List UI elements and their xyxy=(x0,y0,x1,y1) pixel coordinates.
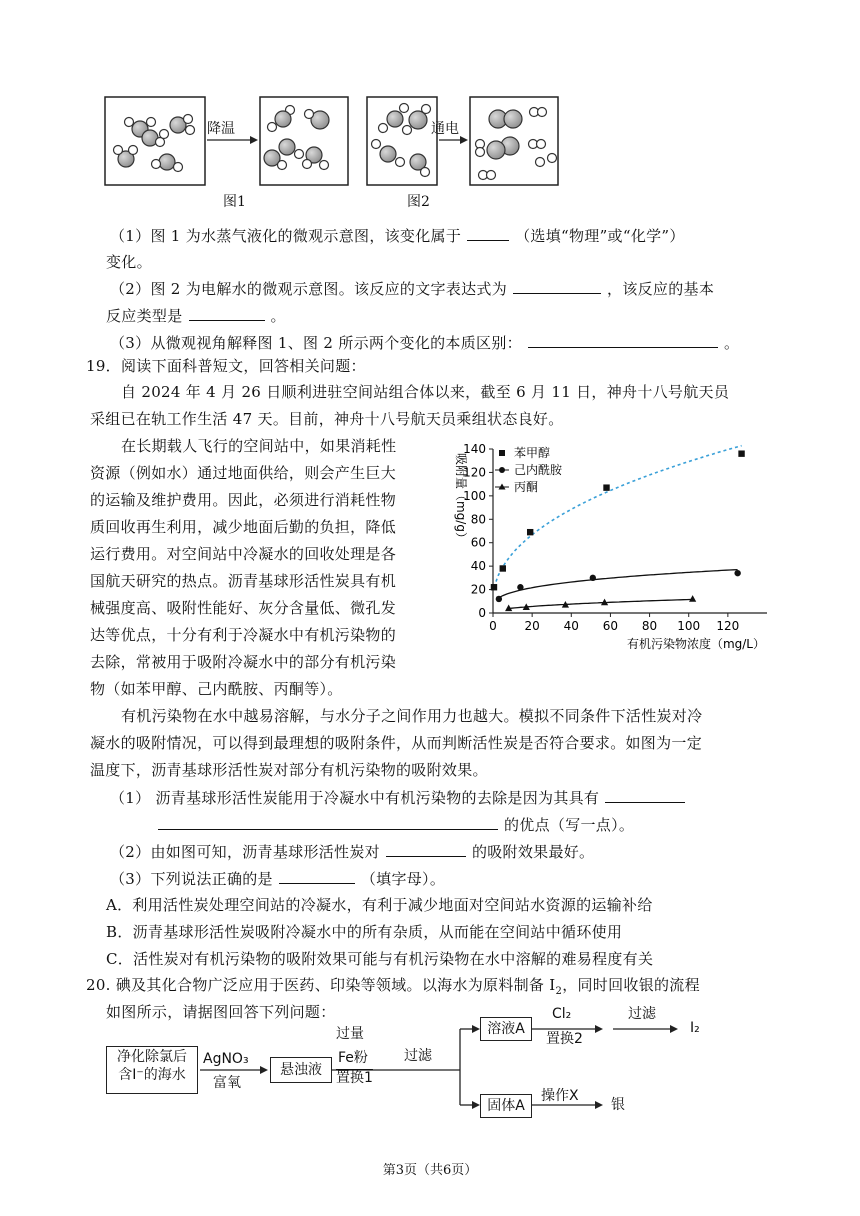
flow-label-agno3: AgNO₃ xyxy=(203,1051,249,1067)
q18-line3: （2）图 2 为电解水的微观示意图。该反应的文字表达式为 ，该反应的基本 xyxy=(110,280,715,298)
answer-blank[interactable] xyxy=(279,869,355,884)
q19-para1-line1: 自 2024 年 4 月 26 日顺利进驻空间站组合体以来，截至 6 月 11 日，神舟十八号航天员 xyxy=(121,383,730,401)
data-point-circle xyxy=(734,570,740,576)
y-tick-label: 140 xyxy=(463,442,486,456)
data-point-square xyxy=(738,450,744,456)
data-point-square xyxy=(491,584,497,590)
answer-blank[interactable] xyxy=(528,333,718,348)
flow-box-suspension: 悬浊液 xyxy=(270,1057,332,1083)
flow-label-fe: Fe粉 xyxy=(338,1050,368,1066)
micro-diagrams xyxy=(100,92,570,192)
q19-q1-line1: （1） 沥青基球形活性炭能用于冷凝水中有机污染物的去除是因为其具有 xyxy=(110,788,691,807)
x-tick-label: 40 xyxy=(563,619,579,633)
flow-label-replace2: 置换2 xyxy=(546,1031,583,1047)
q19-q2: （2）由如图可知，沥青基球形活性炭对 的吸附效果最好。 xyxy=(110,843,595,861)
q19-left-line4: 质回收再生利用，减少地面后勤的负担，降低 xyxy=(90,518,397,536)
q19-left-line3: 的运输及维护费用。因此，必须进行消耗性物 xyxy=(90,491,397,509)
x-tick-label: 60 xyxy=(602,619,619,633)
series-fit-line xyxy=(499,570,738,598)
arrow2-label: 通电 xyxy=(431,121,459,137)
q19-q3: （3）下列说法正确的是 （填字母）。 xyxy=(110,870,446,888)
flow-label-replace1: 置换1 xyxy=(336,1070,373,1086)
x-tick-label: 80 xyxy=(641,619,658,633)
q19-left-line5: 运行费用。对空间站中冷凝水的回收处理是各 xyxy=(90,545,397,563)
flow-label-operation-x: 操作X xyxy=(541,1088,579,1104)
data-point-circle xyxy=(517,584,523,590)
data-point-circle xyxy=(590,575,596,581)
y-tick-label: 0 xyxy=(478,606,486,620)
answer-blank[interactable] xyxy=(189,306,265,321)
q19-option-b: B．沥青基球形活性炭吸附冷凝水中的所有杂质，从而能在空间站中循环使用 xyxy=(106,923,623,941)
data-point-square xyxy=(603,484,609,490)
adsorption-chart xyxy=(445,435,785,655)
flow-label-filter1: 过滤 xyxy=(404,1048,432,1064)
q19-para1-line2: 采组已在轨工作生活 47 天。目前，神舟十八号航天员乘组状态良好。 xyxy=(90,410,564,428)
flow-product-silver: 银 xyxy=(611,1097,625,1113)
answer-blank[interactable] xyxy=(605,788,685,803)
fig1-caption: 图1 xyxy=(223,194,246,210)
fig1-after-box xyxy=(260,97,348,185)
q19-para3-line3: 温度下，沥青基球形活性炭对部分有机污染物的吸附效果。 xyxy=(90,761,488,779)
q19-left-line6: 国航天研究的热点。沥青基球形活性炭具有机 xyxy=(90,572,397,590)
legend-label: 苯甲醇 xyxy=(514,446,551,460)
flow-box-solution-a: 溶液A xyxy=(480,1017,532,1041)
arrow1-label: 降温 xyxy=(207,121,235,137)
x-tick-label: 100 xyxy=(677,619,701,633)
fig2-caption: 图2 xyxy=(407,194,430,210)
answer-blank[interactable] xyxy=(513,279,601,294)
flow-label-oxygen: 富氧 xyxy=(213,1075,241,1091)
answer-blank[interactable] xyxy=(467,226,509,241)
y-tick-label: 60 xyxy=(470,535,486,550)
series-fit-line xyxy=(509,599,693,608)
q19-left-line1: 在长期载人飞行的空间站中，如果消耗性 xyxy=(121,437,397,455)
q19-option-c: C．活性炭对有机污染物的吸附效果可能与有机污染物在水中溶解的难易程度有关 xyxy=(106,950,654,968)
y-tick-label: 40 xyxy=(470,559,486,574)
data-point-circle xyxy=(496,596,502,602)
q18-line5: （3）从微观视角解释图 1、图 2 所示两个变化的本质区别： 。 xyxy=(110,334,740,352)
flow-box-solid-a: 固体A xyxy=(480,1094,532,1118)
q19-q1-line2: 的优点（写一点）。 xyxy=(158,815,634,834)
q19-para3-line2: 凝水的吸附情况，可以得到最理想的吸附条件，从而判断活性炭是否符合要求。如图为一定 xyxy=(90,734,703,752)
q19-heading: 19．阅读下面科普短文，回答相关问题： xyxy=(86,357,366,375)
legend-marker xyxy=(499,450,505,456)
legend-label: 己内酰胺 xyxy=(514,463,563,477)
x-tick-label: 0 xyxy=(489,619,497,633)
x-tick-label: 120 xyxy=(716,619,740,633)
legend-label: 丙酮 xyxy=(514,480,539,494)
answer-blank[interactable] xyxy=(158,815,498,830)
page-footer: 第3页（共6页） xyxy=(382,1163,478,1178)
y-tick-label: 80 xyxy=(470,512,486,527)
q19-left-line8: 达等优点，十分有利于冷凝水中有机污染物的 xyxy=(90,626,397,644)
flow-product-i2: I₂ xyxy=(690,1020,700,1036)
q20-heading-line2: 如图所示，请据图回答下列问题： xyxy=(106,1003,336,1021)
q18-line1: （1）图 1 为水蒸气液化的微观示意图，该变化属于 （选填“物理”或“化学”） xyxy=(110,227,685,245)
q19-left-line7: 械强度高、吸附性能好、灰分含量低、微孔发 xyxy=(90,599,397,617)
q18-line4: 反应类型是 。 xyxy=(106,307,286,325)
x-tick-label: 20 xyxy=(524,619,540,633)
q19-left-line2: 资源（例如水）通过地面供给，则会产生巨大 xyxy=(90,464,397,482)
q19-para3-line1: 有机污染物在水中越易溶解，与水分子之间作用力也越大。模拟不同条件下活性炭对冷 xyxy=(121,707,703,725)
answer-blank[interactable] xyxy=(386,842,466,857)
q19-option-a: A．利用活性炭处理空间站的冷凝水，有利于减少地面对空间站水资源的运输补给 xyxy=(106,896,653,914)
y-tick-label: 100 xyxy=(463,488,486,503)
data-point-square xyxy=(527,529,533,535)
y-tick-label: 120 xyxy=(463,465,486,480)
q20-heading: 20. 碘及其化合物广泛应用于医药、印染等领域。以海水为原料制备 $I_2$，同时回收银的流程 xyxy=(86,976,700,997)
y-axis-label: 吸附量（mg/g） xyxy=(454,453,468,544)
q19-left-line10: 物（如苯甲醇、己内酰胺、丙酮等）。 xyxy=(90,680,343,698)
data-point-triangle xyxy=(689,595,696,602)
legend-marker xyxy=(499,467,505,473)
y-tick-label: 20 xyxy=(470,582,486,597)
flow-label-cl2: Cl₂ xyxy=(552,1006,572,1022)
flow-box-seawater: 净化除氯后 含I⁻的海水 xyxy=(106,1046,198,1094)
flow-label-filter2: 过滤 xyxy=(628,1006,656,1022)
q19-left-line9: 去除，常被用于吸附冷凝水中的部分有机污染 xyxy=(90,653,397,671)
flow-label-excess: 过量 xyxy=(336,1026,364,1042)
data-point-square xyxy=(500,565,506,571)
q18-line2: 变化。 xyxy=(106,253,152,271)
x-axis-label: 有机污染物浓度（mg/L） xyxy=(626,637,765,651)
